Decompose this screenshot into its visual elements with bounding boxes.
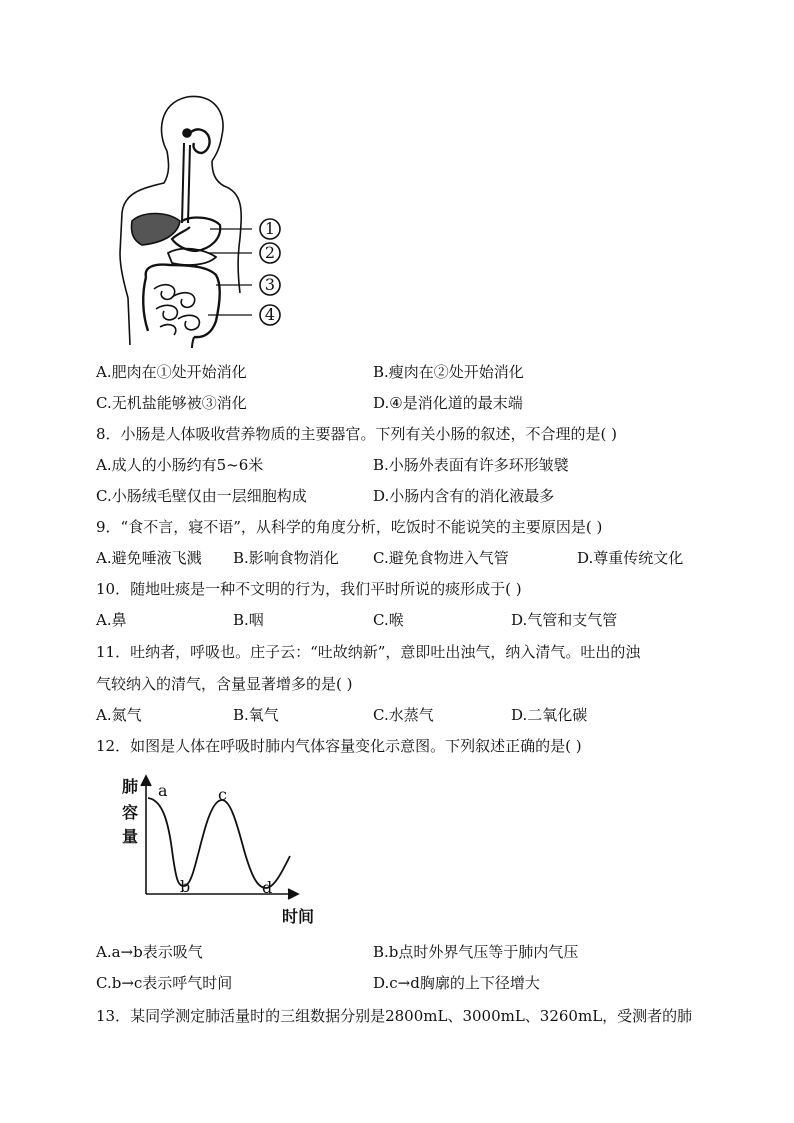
q8-option-c: C.小肠绒毛壁仅由一层细胞构成 — [96, 487, 307, 505]
q8-option-a: A.成人的小肠约有5~6米 — [96, 456, 264, 474]
q12-option-b: B.b点时外界气压等于肺内气压 — [373, 943, 579, 961]
q11-option-b: B.氧气 — [233, 706, 279, 724]
y-label-3: 量 — [121, 827, 139, 846]
q10-stem: 10．随地吐痰是一种不文明的行为，我们平时所说的痰形成于( ) — [96, 580, 522, 598]
q9-stem: 9．“食不言，寝不语”，从科学的角度分析，吃饭时不能说笑的主要原因是( ) — [96, 518, 603, 536]
q9-option-b: B.影响食物消化 — [233, 549, 339, 567]
q11-option-d: D.二氧化碳 — [511, 706, 588, 724]
point-b: b — [180, 877, 191, 896]
q13-stem: 13．某同学测定肺活量时的三组数据分别是2800mL、3000mL、3260mL，受测者的肺 — [96, 1007, 693, 1025]
q12-option-c: C.b→c表示呼气时间 — [96, 974, 233, 992]
point-a: a — [158, 781, 168, 800]
lung-volume-figure — [112, 770, 324, 930]
q12-option-a: A.a→b表示吸气 — [96, 943, 203, 961]
x-label: 时间 — [281, 907, 315, 926]
q7-option-a: A.肥肉在①处开始消化 — [96, 363, 247, 381]
marker-4: 4 — [264, 305, 276, 324]
q9-option-a: A.避免唾液飞溅 — [96, 549, 202, 567]
q10-option-b: B.咽 — [233, 611, 264, 629]
marker-2: 2 — [264, 243, 276, 262]
q7-option-c: C.无机盐能够被③消化 — [96, 394, 247, 412]
q11-stem-line1: 11．吐纳者，呼吸也。庄子云：“吐故纳新”，意即吐出浊气，纳入清气。吐出的浊 — [96, 643, 641, 661]
q11-option-c: C.水蒸气 — [373, 706, 434, 724]
q11-option-a: A.氮气 — [96, 706, 142, 724]
q12-stem: 12．如图是人体在呼吸时肺内气体容量变化示意图。下列叙述正确的是( ) — [96, 737, 582, 755]
q9-option-d: D.尊重传统文化 — [577, 549, 684, 567]
q10-option-c: C.喉 — [373, 611, 404, 629]
q11-stem-line2: 气较纳入的清气，含量显著增多的是( ) — [96, 675, 353, 693]
marker-3: 3 — [264, 275, 276, 294]
point-c: c — [218, 785, 227, 804]
q12-option-d: D.c→d胸廓的上下径增大 — [373, 974, 540, 992]
q8-stem: 8．小肠是人体吸收营养物质的主要器官。下列有关小肠的叙述，不合理的是( ) — [96, 425, 618, 443]
y-label-1: 肺 — [121, 777, 139, 796]
point-d: d — [262, 878, 273, 897]
marker-1: 1 — [264, 219, 276, 238]
q9-option-c: C.避免食物进入气管 — [373, 549, 509, 567]
y-label-2: 容 — [121, 803, 139, 822]
q8-option-b: B.小肠外表面有许多环形皱襞 — [373, 456, 569, 474]
q10-option-a: A.鼻 — [96, 611, 127, 629]
q7-option-d: D.④是消化道的最末端 — [373, 394, 523, 412]
digestive-system-figure — [112, 93, 292, 348]
q7-option-b: B.瘦肉在②处开始消化 — [373, 363, 524, 381]
q10-option-d: D.气管和支气管 — [511, 611, 618, 629]
q8-option-d: D.小肠内含有的消化液最多 — [373, 487, 555, 505]
